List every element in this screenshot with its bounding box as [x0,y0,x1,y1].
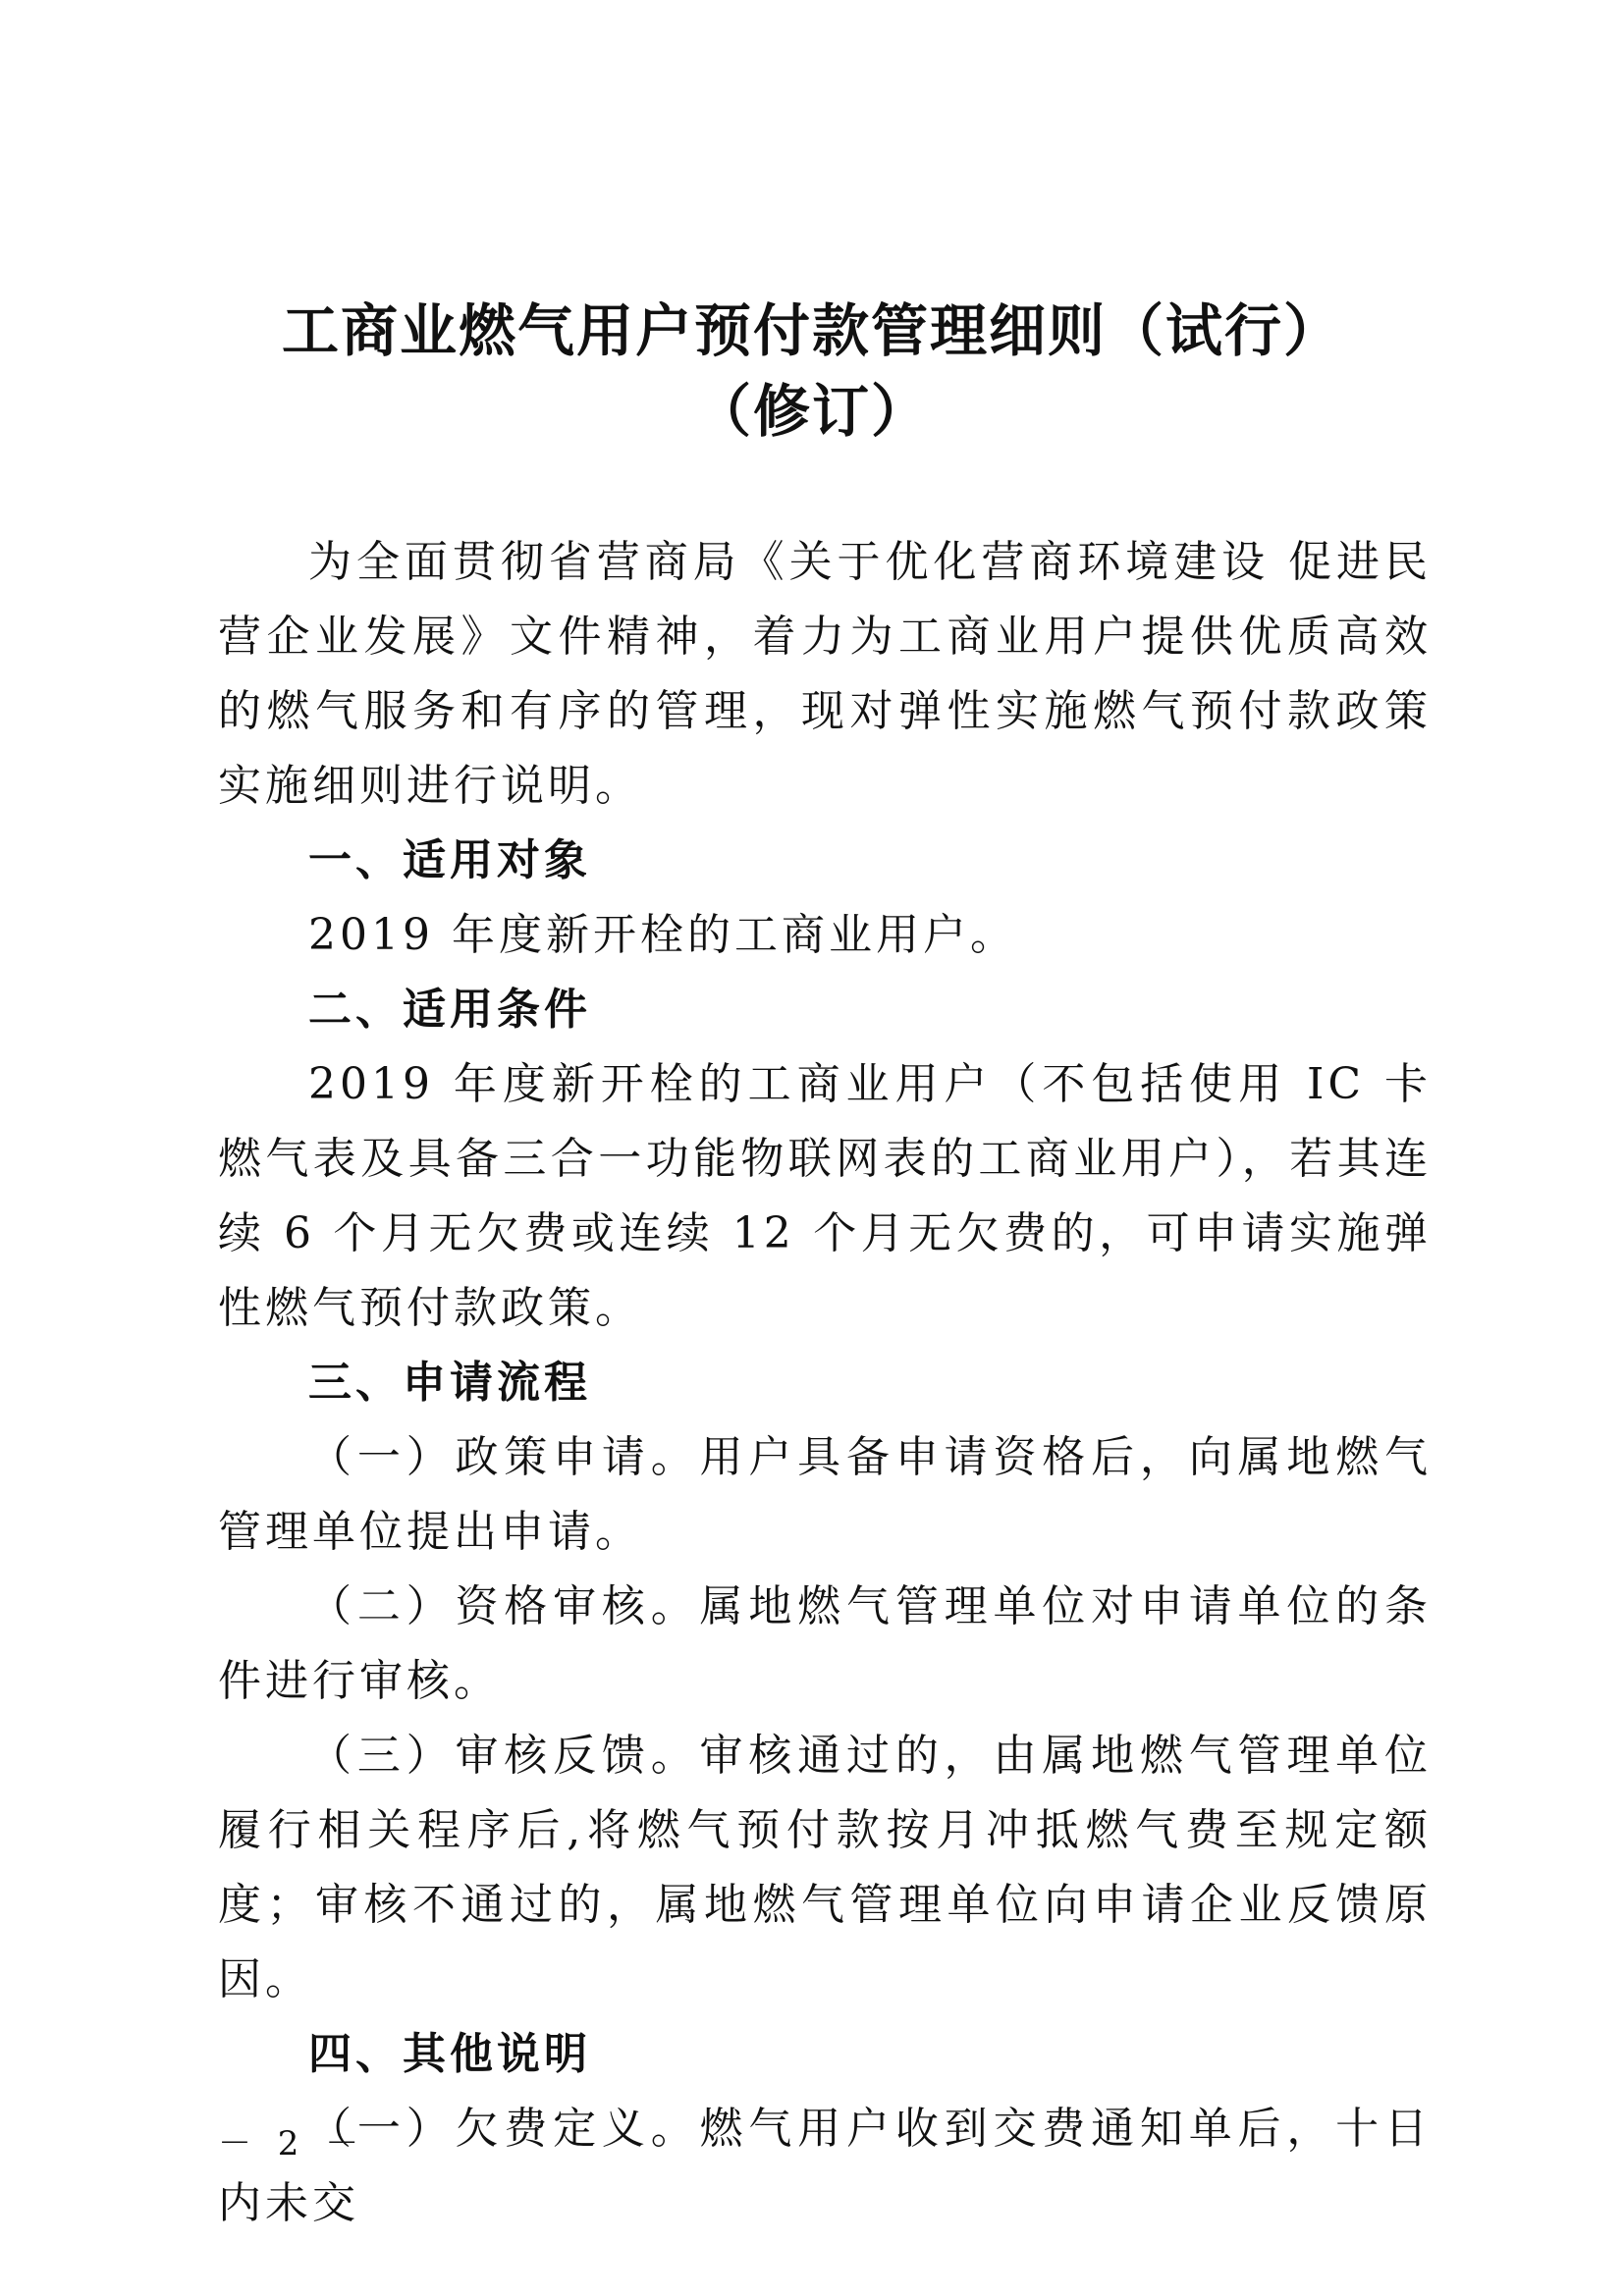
process-item-qualification-review: （二）资格审核。属地燃气管理单位对申请单位的条件进行审核。 [218,1581,1432,1706]
note-item-arrears-definition: （一）欠费定义。燃气用户收到交费通知单后，十日内未交 [218,2104,1432,2228]
document-body [218,525,1432,2241]
section-heading-applicable-conditions: 二、适用条件 [308,985,591,1035]
document-title-revision: （修订） [693,378,930,445]
section-heading-application-process: 三、申请流程 [308,1358,591,1408]
process-item-policy-application: （一）政策申请。用户具备申请资格后，向属地燃气管理单位提出申请。 [218,1432,1432,1557]
section-text-applicable-objects: 2019 年度新开栓的工商业用户。 [308,910,1017,960]
document-title: 工商业燃气用户预付款管理细则（试行） [281,297,1342,364]
page-number: － 2 － [218,2124,367,2163]
intro-paragraph: 为全面贯彻省营商局《关于优化营商环境建设 促进民营企业发展》文件精神，着力为工商业用户提供优质高效的燃气服务和有序的管理，现对弹性实施燃气预付款政策实施细则进行说明。 [218,537,1432,811]
section-heading-applicable-objects: 一、适用对象 [308,835,591,885]
section-heading-other-notes: 四、其他说明 [308,2029,591,2079]
section-text-applicable-conditions: 2019 年度新开栓的工商业用户（不包括使用 IC 卡燃气表及具备三合一功能物联网表的工商业用户），若其连续 6 个月无欠费或连续 12 个月无欠费的，可申请实施弹性燃气预付款政策。 [218,1059,1432,1333]
process-item-review-feedback: （三）审核反馈。审核通过的，由属地燃气管理单位履行相关程序后,将燃气预付款按月冲抵燃气费至规定额度；审核不通过的，属地燃气管理单位向申请企业反馈原因。 [218,1731,1432,2004]
